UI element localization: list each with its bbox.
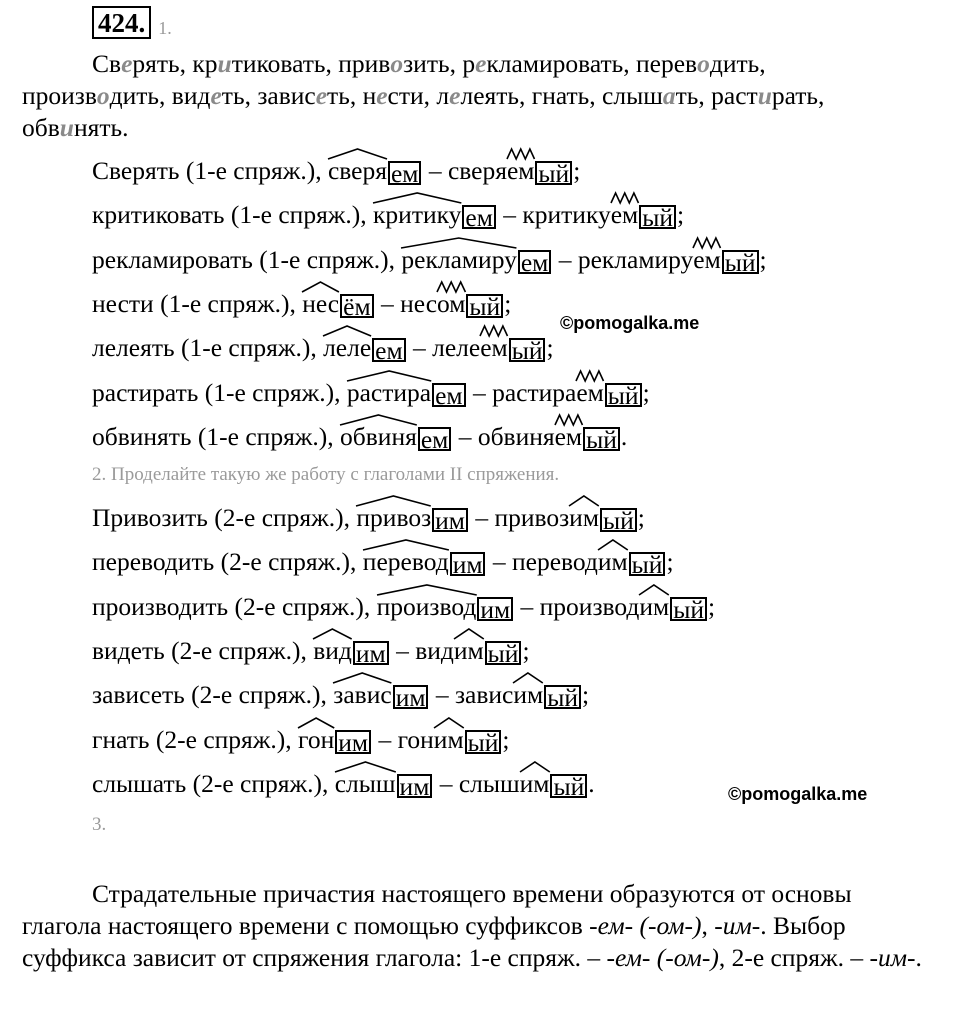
- ending-box: ый: [639, 205, 676, 229]
- participle-suffix: ом: [437, 289, 465, 319]
- participle-stem: гон: [397, 724, 434, 754]
- intro-text: дить, вид: [109, 81, 211, 110]
- verb-text: производить (2-е спряж.),: [92, 591, 377, 621]
- verb-text: Привозить (2-е спряж.),: [92, 503, 357, 532]
- root-arc-mark: [302, 280, 339, 294]
- ending-box: ый: [583, 427, 620, 451]
- present-form-stem: привоз: [356, 503, 431, 533]
- conclusion-text: , 2-е спряж. –: [718, 943, 870, 972]
- ending-box: ый: [466, 294, 503, 318]
- suffix-im: -им-: [869, 943, 916, 972]
- zigzag-mark: [693, 236, 720, 250]
- punct: ;: [581, 680, 590, 710]
- ending-box: ый: [509, 338, 546, 362]
- verb-row: [92, 378, 650, 408]
- dash: –: [466, 377, 493, 407]
- intro-text: рать,: [771, 81, 825, 110]
- verb-text: обвинять (1-е спряж.),: [92, 421, 341, 451]
- root-arc-mark: [639, 583, 669, 597]
- root-arc-mark: [434, 716, 464, 730]
- root-arc-mark: [377, 583, 477, 597]
- participle-suffix: ем: [611, 200, 638, 230]
- ending-box: ём: [340, 294, 373, 318]
- ending-box: ый: [670, 597, 707, 621]
- ending-box: ый: [535, 161, 572, 185]
- punct: ;: [502, 724, 510, 754]
- verb-row: [92, 635, 530, 669]
- ending-box: им: [353, 641, 389, 665]
- participle-suffix: ем: [576, 378, 603, 408]
- root-arc-mark: [340, 413, 417, 427]
- verb-text: нести (1-е спряж.),: [92, 288, 303, 318]
- suffix-em: -ем- (-ом-): [606, 943, 719, 972]
- punct: .: [620, 421, 628, 451]
- verb-row: [92, 547, 674, 580]
- dash: –: [452, 421, 478, 451]
- task-2-note: 2. Проделайте такую же работу с глаголами II спряжения.: [92, 464, 560, 485]
- ending-box: ый: [544, 685, 581, 709]
- suffix-im: -им-: [714, 911, 761, 940]
- verb-row: [92, 592, 715, 622]
- participle-suffix: ем: [693, 245, 720, 275]
- ending-box: им: [397, 774, 433, 798]
- dash: –: [468, 503, 495, 532]
- verb-row: [92, 725, 509, 755]
- dash: –: [552, 244, 578, 274]
- zigzag-mark: [480, 324, 507, 338]
- punct: ;: [642, 377, 650, 407]
- verb-text: видеть (2-е спряж.),: [92, 635, 314, 665]
- zigzag-mark: [555, 413, 582, 427]
- participle-stem: леле: [432, 333, 481, 363]
- root-arc-mark: [298, 716, 334, 730]
- dash: –: [422, 156, 448, 185]
- ending-box: ый: [485, 641, 522, 665]
- root-arc-mark: [454, 627, 484, 641]
- intro-text: зить, р: [403, 49, 476, 78]
- dash: –: [389, 635, 416, 665]
- ending-box: ем: [518, 250, 551, 274]
- dash: –: [429, 680, 455, 710]
- ending-box: ый: [465, 730, 502, 754]
- highlighted-vowel: и: [217, 49, 232, 78]
- punct: ;: [637, 503, 645, 532]
- ending-box: ем: [388, 161, 421, 185]
- present-form-stem: рекламиру: [401, 245, 516, 275]
- highlighted-vowel: и: [757, 81, 772, 110]
- root-arc-mark: [569, 494, 599, 508]
- root-arc-mark: [347, 369, 431, 383]
- task-number: 1.: [158, 18, 172, 38]
- participle-stem: нес: [400, 288, 438, 318]
- present-form-stem: вид: [313, 636, 352, 666]
- highlighted-vowel: е: [121, 49, 133, 78]
- root-arc-mark: [356, 494, 431, 508]
- ending-box: ый: [605, 383, 642, 407]
- intro-text: ть, завис: [221, 81, 316, 110]
- ending-box: ый: [629, 552, 666, 576]
- ending-box: ый: [600, 508, 637, 532]
- present-form-stem: сверя: [328, 156, 387, 186]
- present-form-stem: завис: [333, 680, 391, 710]
- ending-box: ем: [462, 205, 495, 229]
- participle-stem: привоз: [494, 503, 570, 532]
- zigzag-mark: [507, 147, 534, 161]
- intro-text: сти, л: [387, 81, 450, 110]
- dash: –: [406, 333, 433, 363]
- verb-row: [92, 200, 685, 233]
- ending-box: им: [477, 597, 513, 621]
- verb-text: критиковать (1-е спряж.),: [92, 200, 374, 230]
- intro-text: дить,: [709, 49, 766, 78]
- verb-row: [92, 245, 767, 275]
- verb-row: [92, 333, 554, 366]
- ending-box: им: [432, 508, 468, 532]
- watermark: ©pomogalka.me: [728, 784, 868, 804]
- conclusion-text: ,: [701, 911, 715, 940]
- punct: ;: [504, 288, 512, 318]
- participle-stem: сверя: [447, 156, 507, 185]
- verb-row: [92, 769, 595, 799]
- zigzag-mark: [437, 280, 465, 294]
- highlighted-vowel: а: [662, 81, 676, 110]
- root-arc-mark: [401, 236, 516, 250]
- intro-text: рять, кр: [132, 49, 218, 78]
- dash: –: [514, 591, 540, 621]
- verb-row: [92, 156, 581, 189]
- participle-stem: вид: [415, 635, 454, 665]
- suffix-em: -ем- (-ом-): [589, 911, 702, 940]
- present-form-stem: производ: [377, 592, 477, 622]
- highlighted-vowel: о: [697, 49, 710, 78]
- verb-row: [92, 503, 645, 536]
- root-arc-mark: [598, 538, 628, 552]
- intro-text: леять, гнать, слыш: [460, 81, 663, 110]
- punct: ;: [707, 591, 716, 621]
- ending-box: ем: [372, 338, 405, 362]
- participle-suffix: им: [639, 592, 669, 622]
- present-form-stem: критику: [373, 200, 461, 230]
- intro-text: нять.: [73, 113, 129, 142]
- ending-box: им: [393, 685, 429, 709]
- highlighted-vowel: е: [315, 81, 328, 110]
- verb-text: переводить (2-е спряж.),: [92, 547, 363, 577]
- highlighted-vowel: е: [210, 81, 222, 110]
- ending-box: ем: [432, 383, 465, 407]
- highlighted-vowel: и: [59, 113, 74, 142]
- ending-box: им: [450, 552, 486, 576]
- intro-text: тиковать, прив: [231, 49, 391, 78]
- root-arc-mark: [373, 191, 461, 205]
- dash: –: [372, 724, 398, 754]
- zigzag-mark: [576, 369, 603, 383]
- present-form-stem: обвиня: [340, 422, 417, 452]
- root-arc-mark: [520, 760, 550, 774]
- verb-row: [92, 288, 512, 322]
- highlighted-vowel: е: [475, 49, 487, 78]
- verb-text: лелеять (1-е спряж.),: [92, 333, 324, 363]
- present-form-stem: гон: [298, 725, 334, 755]
- root-arc-mark: [335, 760, 396, 774]
- participle-stem: рекламиру: [577, 244, 694, 274]
- punct: ;: [573, 156, 581, 185]
- present-form-stem: растира: [347, 378, 431, 408]
- punct: .: [588, 768, 595, 798]
- exercise-header: [92, 6, 172, 42]
- ending-box: им: [335, 730, 371, 754]
- present-form-stem: нес: [302, 289, 339, 319]
- highlighted-vowel: о: [96, 81, 110, 110]
- verb-text: слышать (2-е спряж.),: [92, 768, 335, 798]
- intro-text: произв: [22, 81, 97, 110]
- intro-text: обв: [22, 113, 60, 142]
- task-3-note: 3.: [92, 814, 107, 835]
- conclusion-paragraph: [22, 878, 922, 974]
- highlighted-vowel: о: [390, 49, 404, 78]
- root-arc-mark: [333, 671, 391, 685]
- participle-stem: критику: [522, 200, 611, 230]
- present-form-stem: слыш: [335, 769, 396, 799]
- participle-stem: обвиня: [477, 421, 555, 451]
- intro-text: кламировать, перев: [486, 49, 698, 78]
- punct: ;: [666, 547, 674, 577]
- highlighted-vowel: е: [376, 81, 388, 110]
- verb-row: [92, 680, 590, 713]
- dash: –: [486, 547, 512, 577]
- root-arc-mark: [513, 671, 543, 685]
- punct: ;: [759, 244, 767, 274]
- participle-stem: растира: [492, 377, 577, 407]
- intro-paragraph: [22, 48, 922, 144]
- dash: –: [374, 288, 401, 318]
- root-arc-mark: [363, 538, 449, 552]
- verb-text: зависеть (2-е спряж.),: [92, 680, 334, 710]
- present-form-stem: перевод: [363, 547, 449, 577]
- ending-box: ый: [722, 250, 759, 274]
- verb-text: рекламировать (1-е спряж.),: [92, 244, 402, 274]
- conclusion-text: .: [915, 943, 922, 972]
- intro-text: Св: [92, 49, 122, 78]
- present-form-stem: леле: [323, 333, 371, 363]
- participle-suffix: им: [454, 636, 484, 666]
- participle-suffix: им: [520, 769, 550, 799]
- exercise-number: 424.: [92, 6, 151, 39]
- participle-suffix: им: [598, 547, 628, 577]
- root-arc-mark: [313, 627, 352, 641]
- root-arc-mark: [328, 147, 387, 161]
- ending-box: ем: [418, 427, 451, 451]
- participle-stem: производ: [539, 591, 640, 621]
- verb-text: Сверять (1-е спряж.),: [92, 156, 328, 185]
- participle-suffix: им: [569, 503, 599, 533]
- participle-stem: слыш: [458, 768, 520, 798]
- punct: ;: [676, 200, 685, 230]
- highlighted-vowel: е: [449, 81, 461, 110]
- dash: –: [496, 200, 523, 230]
- conclusion-text: Страдательные причастия настоящего времени образуются от основы глагола настоящего времени с помощью суффиксов: [22, 879, 852, 940]
- participle-suffix: ем: [507, 156, 534, 186]
- participle-stem: перевод: [511, 547, 598, 577]
- dash: –: [433, 768, 459, 798]
- verb-text: гнать (2-е спряж.),: [92, 724, 299, 754]
- intro-text: ть, раст: [675, 81, 758, 110]
- participle-suffix: ем: [480, 333, 507, 363]
- watermark: ©pomogalka.me: [560, 313, 700, 333]
- conclusion-text: . Выбор суффикса зависит от спряжения глагола: 1-е спряж. –: [22, 911, 846, 972]
- participle-suffix: ем: [555, 422, 582, 452]
- ending-box: ый: [550, 774, 587, 798]
- intro-text: ть, н: [327, 81, 377, 110]
- zigzag-mark: [611, 191, 638, 205]
- punct: ;: [546, 333, 554, 363]
- verb-row: [92, 422, 627, 452]
- participle-stem: завис: [454, 680, 514, 710]
- participle-suffix: им: [434, 725, 464, 755]
- root-arc-mark: [323, 324, 371, 338]
- punct: ;: [522, 635, 530, 665]
- participle-suffix: им: [513, 680, 543, 710]
- verb-text: растирать (1-е спряж.),: [92, 377, 347, 407]
